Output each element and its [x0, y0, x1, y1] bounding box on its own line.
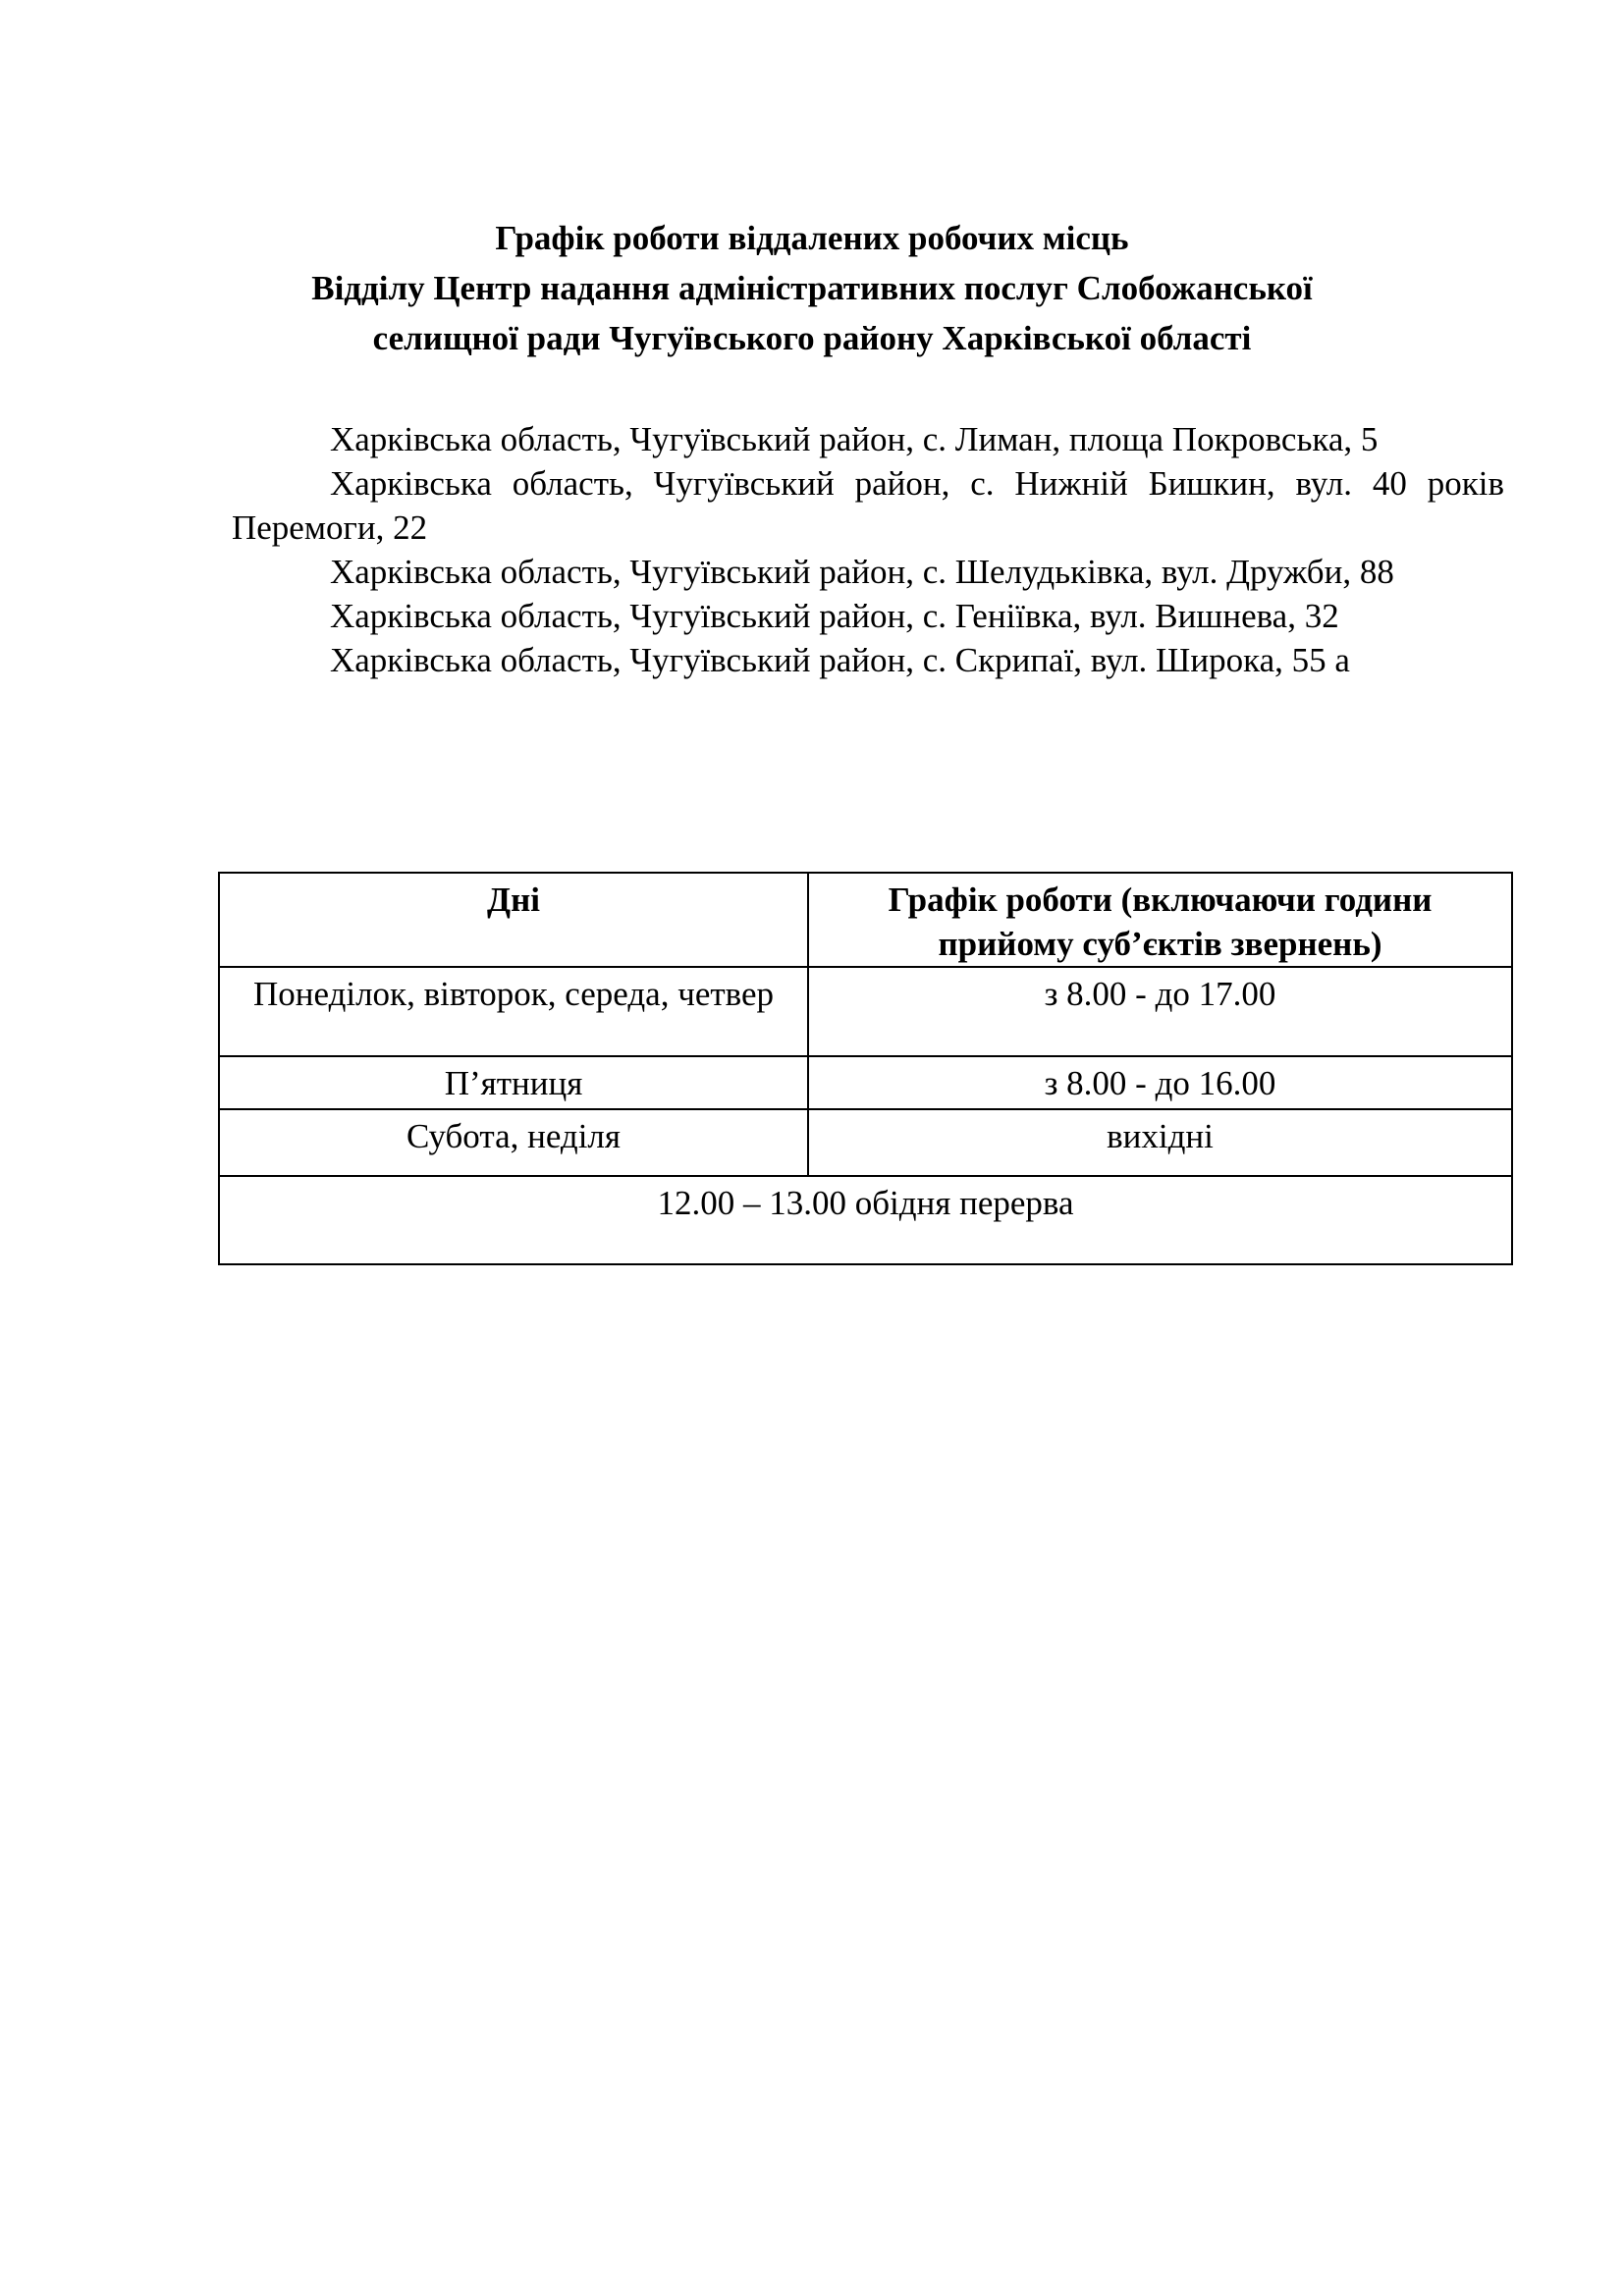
- header-days: Дні: [219, 873, 808, 967]
- address-list: [232, 417, 1504, 682]
- hours-cell: вихідні: [808, 1109, 1512, 1176]
- days-cell: П’ятниця: [219, 1056, 808, 1109]
- address-item: Харківська область, Чугуївський район, с. Нижній Бишкин, вул. 40 років Перемоги, 22: [232, 464, 1504, 547]
- hours-cell: з 8.00 - до 17.00: [808, 967, 1512, 1056]
- table-row: [219, 967, 1512, 1056]
- table-row: [219, 1056, 1512, 1109]
- header-hours: Графік роботи (включаючи години прийому суб’єктів звернень): [808, 873, 1512, 967]
- address-item: Харківська область, Чугуївський район, с. Геніївка, вул. Вишнева, 32: [330, 597, 1339, 635]
- title-line-1: Графік роботи віддалених робочих місць: [495, 219, 1129, 257]
- address-item: Харківська область, Чугуївський район, с. Шелудьківка, вул. Дружби, 88: [330, 553, 1394, 591]
- days-cell: Субота, неділя: [219, 1109, 808, 1176]
- address-item: Харківська область, Чугуївський район, с. Скрипаї, вул. Широка, 55 а: [330, 641, 1350, 679]
- lunch-break-row: [219, 1176, 1512, 1264]
- document-title: [216, 213, 1408, 363]
- title-line-3: селищної ради Чугуївського району Харківської області: [372, 319, 1252, 357]
- lunch-break-cell: 12.00 – 13.00 обідня перерва: [219, 1176, 1512, 1264]
- schedule-table: [218, 872, 1513, 1265]
- title-line-2: Відділу Центр надання адміністративних послуг Слобожанської: [311, 269, 1313, 307]
- table-header-row: [219, 873, 1512, 967]
- days-cell: Понеділок, вівторок, середа, четвер: [219, 967, 808, 1056]
- address-item: Харківська область, Чугуївський район, с. Лиман, площа Покровська, 5: [330, 420, 1379, 458]
- hours-cell: з 8.00 - до 16.00: [808, 1056, 1512, 1109]
- table-row: [219, 1109, 1512, 1176]
